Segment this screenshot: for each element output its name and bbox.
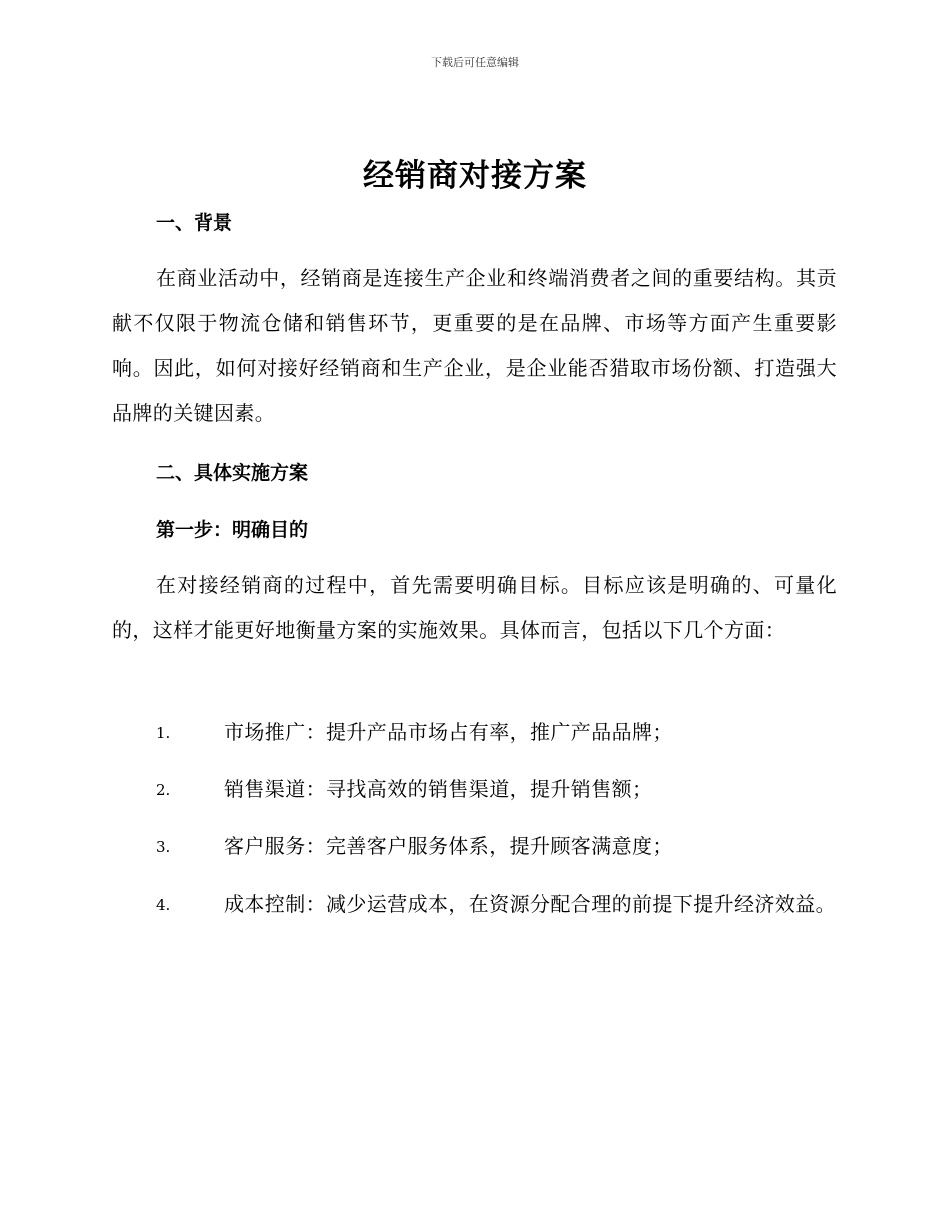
step1-heading: 第一步：明确目的	[156, 519, 309, 541]
list-item-text: 市场推广：提升产品市场占有率，推广产品品牌；	[224, 720, 673, 744]
list-item	[112, 710, 837, 755]
section-heading-background: 一、背景	[156, 212, 233, 234]
list-item-number: 4.	[156, 896, 171, 914]
list-item-number: 2.	[156, 781, 171, 799]
step1-paragraph: 在对接经销商的过程中，首先需要明确目标。目标应该是明确的、可量化的，这样才能更好地衡量方案的实施效果。具体而言，包括以下几个方面：	[112, 573, 837, 642]
list-item-text: 销售渠道：寻找高效的销售渠道，提升销售额；	[224, 777, 653, 801]
header-note: 下载后可任意编辑	[431, 56, 519, 69]
section-heading-implementation: 二、具体实施方案	[156, 462, 309, 484]
list-item	[112, 882, 837, 927]
list-item-number: 3.	[156, 838, 171, 856]
list-item-number: 1.	[156, 724, 171, 742]
list-item	[112, 767, 837, 812]
list-item-text: 客户服务：完善客户服务体系，提升顾客满意度；	[224, 834, 673, 858]
list-item-text: 成本控制：减少运营成本，在资源分配合理的前提下提升经济效益。	[224, 892, 836, 916]
document-title: 经销商对接方案	[363, 158, 587, 194]
background-paragraph: 在商业活动中，经销商是连接生产企业和终端消费者之间的重要结构。其贡献不仅限于物流仓储和销售环节，更重要的是在品牌、市场等方面产生重要影响。因此，如何对接好经销商和生产企业，是企业能否猎取市场份额、打造强大品牌的关键因素。	[112, 266, 837, 425]
list-item	[112, 824, 837, 869]
